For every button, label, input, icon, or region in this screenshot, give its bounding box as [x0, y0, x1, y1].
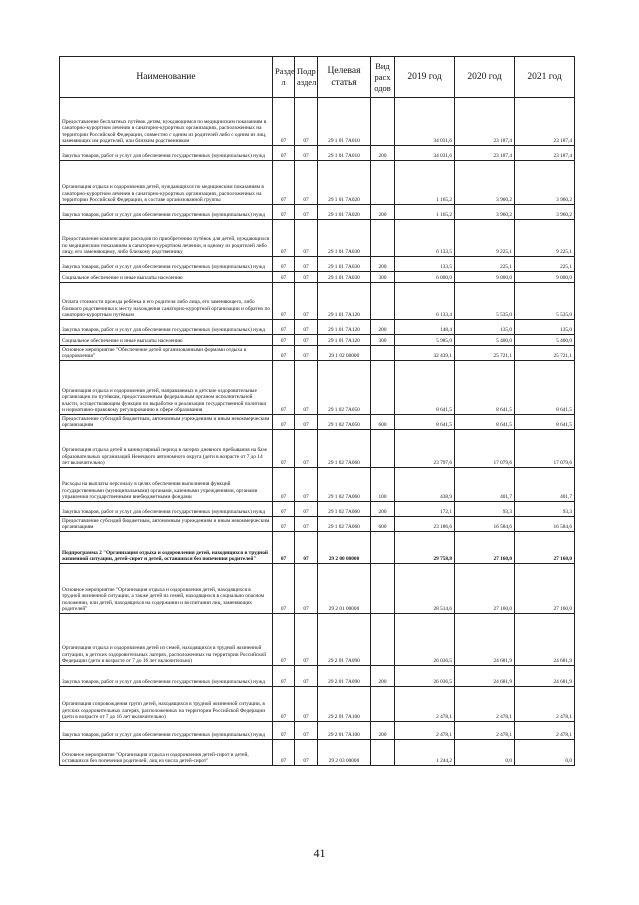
- row-name: Закупка товаров, работ и услуг для обеспечения государственных (муниципальных) нужд: [60, 257, 273, 272]
- row-expense-type: [371, 361, 395, 415]
- row-amount-2021: 2 478,1: [515, 722, 575, 740]
- row-name: Организация сопровождения групп детей, находящихся в трудной жизненной ситуации, в детских оздоровительных лагерях, расположенных на территории Российской Федерации (дети в возрасте от 7 до 16 лет включительно): [60, 687, 273, 722]
- row-razdel: 07: [273, 161, 295, 205]
- row-amount-2019: 34 031,6: [395, 98, 455, 146]
- row-amount-2019: 8 641,5: [395, 415, 455, 430]
- row-razdel: 07: [273, 320, 295, 335]
- row-amount-2021: 9 000,0: [515, 272, 575, 283]
- row-expense-type: [371, 161, 395, 205]
- row-expense-type: 100: [371, 468, 395, 502]
- row-razdel: 07: [273, 146, 295, 161]
- row-target-article: 29 1 01 7А010: [318, 98, 371, 146]
- row-podrazdel: 07: [295, 335, 318, 346]
- row-podrazdel: 07: [295, 346, 318, 361]
- table-row: [60, 361, 575, 415]
- col-header-podrazdel: Подр аздел: [295, 57, 318, 98]
- row-name: Расходы на выплаты персоналу в целях обеспечения выполнения функций государственными (муниципальными) органами, казенными учреждениями, органами управления государственными внебюджетными фондами: [60, 468, 273, 502]
- row-amount-2021: 23 187,4: [515, 98, 575, 146]
- row-razdel: 07: [273, 361, 295, 415]
- row-podrazdel: 07: [295, 272, 318, 283]
- row-razdel: 07: [273, 722, 295, 740]
- row-amount-2019: 23 186,6: [395, 517, 455, 532]
- row-expense-type: [371, 532, 395, 564]
- row-target-article: 29 1 01 7А030: [318, 257, 371, 272]
- row-podrazdel: 07: [295, 361, 318, 415]
- row-amount-2020: 24 681,9: [455, 614, 515, 666]
- budget-table: [59, 56, 575, 766]
- table-row: [60, 687, 575, 722]
- row-name: Основное мероприятие "Организация отдыха и оздоровления детей, находящихся в трудной жизненной ситуации, а также детей из семей, находящихся в социально опасном положении, или детей, находящихся на содержании и воспитании лиц, заменяющих родителей": [60, 564, 273, 614]
- row-name: Основное мероприятие "Обеспечение детей организованными формами отдыха и оздоровления": [60, 346, 273, 361]
- row-name: Закупка товаров, работ и услуг для обеспечения государственных (муниципальных) нужд: [60, 502, 273, 517]
- table-row: [60, 740, 575, 766]
- row-amount-2021: 3 960,2: [515, 161, 575, 205]
- row-razdel: 07: [273, 564, 295, 614]
- row-name: Социальное обеспечение и иные выплаты населению: [60, 272, 273, 283]
- col-header-vid: Вид расх одов: [371, 57, 395, 98]
- row-razdel: 07: [273, 415, 295, 430]
- row-amount-2021: 401,7: [515, 468, 575, 502]
- row-amount-2021: 27 160,0: [515, 564, 575, 614]
- row-amount-2020: 401,7: [455, 468, 515, 502]
- row-target-article: 29 1 02 7А060: [318, 430, 371, 468]
- table-row: [60, 415, 575, 430]
- row-name: Подпрограмма 2 "Организация отдыха и оздоровления детей, находящихся в трудной жизненной ситуации, детей-сирот и детей, оставшихся без попечения родителей": [60, 532, 273, 564]
- row-expense-type: [371, 740, 395, 766]
- row-name: Предоставление субсидий бюджетным, автономным учреждениям и иным некоммерческим организациям: [60, 517, 273, 532]
- row-expense-type: 200: [371, 502, 395, 517]
- row-amount-2020: 17 079,6: [455, 430, 515, 468]
- table-row: [60, 161, 575, 205]
- table-row: [60, 564, 575, 614]
- row-amount-2020: 23 187,4: [455, 146, 515, 161]
- row-target-article: 29 1 01 7А120: [318, 283, 371, 320]
- table-body: [60, 98, 575, 766]
- row-amount-2020: 8 641,5: [455, 415, 515, 430]
- row-razdel: 07: [273, 257, 295, 272]
- row-expense-type: [371, 564, 395, 614]
- row-expense-type: 200: [371, 205, 395, 220]
- row-amount-2019: 172,1: [395, 502, 455, 517]
- row-amount-2020: 225,1: [455, 257, 515, 272]
- row-name: Закупка товаров, работ и услуг для обеспечения государственных (муниципальных) нужд: [60, 146, 273, 161]
- row-podrazdel: 07: [295, 687, 318, 722]
- row-amount-2021: 27 160,0: [515, 532, 575, 564]
- row-amount-2021: 0,0: [515, 740, 575, 766]
- row-podrazdel: 07: [295, 161, 318, 205]
- budget-table-page: [59, 56, 574, 766]
- row-podrazdel: 07: [295, 502, 318, 517]
- row-expense-type: [371, 430, 395, 468]
- table-row: [60, 98, 575, 146]
- row-expense-type: 600: [371, 517, 395, 532]
- row-amount-2021: 8 641,5: [515, 415, 575, 430]
- table-row: [60, 468, 575, 502]
- col-header-name: Наименование: [60, 57, 273, 98]
- row-razdel: 07: [273, 740, 295, 766]
- row-amount-2020: 24 681,9: [455, 666, 515, 687]
- col-header-razdel: Разде л: [273, 57, 295, 98]
- row-target-article: 29 1 02 7А060: [318, 502, 371, 517]
- row-razdel: 07: [273, 346, 295, 361]
- row-amount-2020: 5 535,0: [455, 283, 515, 320]
- row-razdel: 07: [273, 335, 295, 346]
- row-podrazdel: 07: [295, 257, 318, 272]
- row-name: Закупка товаров, работ и услуг для обеспечения государственных (муниципальных) нужд: [60, 666, 273, 687]
- row-podrazdel: 07: [295, 740, 318, 766]
- table-row: [60, 532, 575, 564]
- row-amount-2021: 9 225,1: [515, 220, 575, 257]
- row-razdel: 07: [273, 502, 295, 517]
- row-target-article: 29 1 01 7А030: [318, 272, 371, 283]
- row-amount-2019: 8 641,5: [395, 361, 455, 415]
- row-name: Организация отдыха и оздоровления детей, направляемых в детские оздоровительные организации по путёвкам, предоставленным федеральным органом исполнительной власти, осуществляющим функции по выработке и реализации государственной политики и нормативно-правовому регулированию в сфере образования: [60, 361, 273, 415]
- row-target-article: 29 2 01 7А100: [318, 722, 371, 740]
- row-name: Предоставление субсидий бюджетным, автономным учреждениям и иным некоммерческим организациям: [60, 415, 273, 430]
- row-amount-2021: 24 681,9: [515, 614, 575, 666]
- row-name: Организация отдыха и оздоровления детей из семей, находящихся в трудной жизненной ситуации, в детских оздоровительных лагерях, расположенных на территории Российской Федерации (дети в возрасте от 7 до 16 лет включительно): [60, 614, 273, 666]
- row-target-article: 29 1 02 7А060: [318, 468, 371, 502]
- row-target-article: 29 2 01 7А090: [318, 666, 371, 687]
- table-row: [60, 502, 575, 517]
- row-target-article: 29 1 01 7А120: [318, 320, 371, 335]
- row-target-article: 29 1 01 7А010: [318, 146, 371, 161]
- row-amount-2021: 23 187,4: [515, 146, 575, 161]
- row-amount-2019: 133,5: [395, 257, 455, 272]
- table-row: [60, 614, 575, 666]
- row-podrazdel: 07: [295, 666, 318, 687]
- row-podrazdel: 07: [295, 517, 318, 532]
- row-expense-type: 200: [371, 320, 395, 335]
- col-header-2020: 2020 год: [455, 57, 515, 98]
- row-amount-2020: 5 400,0: [455, 335, 515, 346]
- row-target-article: 29 1 01 7А020: [318, 161, 371, 205]
- row-podrazdel: 07: [295, 98, 318, 146]
- row-amount-2019: 28 514,6: [395, 564, 455, 614]
- row-amount-2020: 93,3: [455, 502, 515, 517]
- row-amount-2020: 2 478,1: [455, 687, 515, 722]
- row-amount-2021: 225,1: [515, 257, 575, 272]
- row-amount-2020: 0,0: [455, 740, 515, 766]
- row-target-article: 29 1 01 7А020: [318, 205, 371, 220]
- row-target-article: 29 1 01 7А120: [318, 335, 371, 346]
- row-expense-type: 300: [371, 272, 395, 283]
- row-name: Организация отдыха и оздоровления детей, нуждающихся по медицинским показаниям в санаторно-курортном лечении в санаторно-курортных организациях, расположенных на территории Российской Федерации, в составе организованной группы: [60, 161, 273, 205]
- row-name: Предоставление компенсации расходов по приобретению путёвок для детей, нуждающихся по медицинским показаниям в санаторно-курортном лечении, и одному из родителей либо лицу, его заменяющему, либо близкому родственнику: [60, 220, 273, 257]
- row-amount-2019: 1 165,2: [395, 205, 455, 220]
- table-row: [60, 666, 575, 687]
- row-expense-type: 200: [371, 666, 395, 687]
- row-razdel: 07: [273, 468, 295, 502]
- row-amount-2019: 26 036,5: [395, 666, 455, 687]
- row-podrazdel: 07: [295, 614, 318, 666]
- row-expense-type: 600: [371, 415, 395, 430]
- row-amount-2020: 135,0: [455, 320, 515, 335]
- row-amount-2021: 25 721,1: [515, 346, 575, 361]
- row-target-article: 29 2 01 00000: [318, 564, 371, 614]
- row-razdel: 07: [273, 283, 295, 320]
- row-amount-2021: 24 681,9: [515, 666, 575, 687]
- table-row: [60, 722, 575, 740]
- row-podrazdel: 07: [295, 220, 318, 257]
- row-amount-2020: 16 584,6: [455, 517, 515, 532]
- row-amount-2020: 27 160,0: [455, 564, 515, 614]
- table-row: [60, 146, 575, 161]
- row-expense-type: [371, 346, 395, 361]
- row-razdel: 07: [273, 430, 295, 468]
- row-expense-type: [371, 98, 395, 146]
- row-amount-2019: 34 031,6: [395, 146, 455, 161]
- row-amount-2019: 2 478,1: [395, 722, 455, 740]
- row-expense-type: 200: [371, 722, 395, 740]
- col-header-2021: 2021 год: [515, 57, 575, 98]
- row-podrazdel: 07: [295, 430, 318, 468]
- table-row: [60, 283, 575, 320]
- row-target-article: 29 1 02 7А050: [318, 361, 371, 415]
- row-target-article: 29 1 02 00000: [318, 346, 371, 361]
- table-row: [60, 517, 575, 532]
- row-target-article: 29 1 01 7А030: [318, 220, 371, 257]
- row-amount-2019: 6 133,5: [395, 220, 455, 257]
- row-expense-type: [371, 614, 395, 666]
- row-name: Социальное обеспечение и иные выплаты населению: [60, 335, 273, 346]
- table-row: [60, 205, 575, 220]
- row-amount-2019: 1 165,2: [395, 161, 455, 205]
- row-target-article: 29 1 02 7А060: [318, 517, 371, 532]
- row-target-article: 29 1 02 7А050: [318, 415, 371, 430]
- row-amount-2019: 438,9: [395, 468, 455, 502]
- row-podrazdel: 07: [295, 564, 318, 614]
- col-header-target: Целевая статья: [318, 57, 371, 98]
- row-expense-type: [371, 283, 395, 320]
- row-razdel: 07: [273, 98, 295, 146]
- row-target-article: 29 2 01 7А090: [318, 614, 371, 666]
- row-expense-type: 300: [371, 335, 395, 346]
- row-amount-2020: 23 187,4: [455, 98, 515, 146]
- row-podrazdel: 07: [295, 415, 318, 430]
- row-name: Закупка товаров, работ и услуг для обеспечения государственных (муниципальных) нужд: [60, 722, 273, 740]
- row-razdel: 07: [273, 205, 295, 220]
- row-amount-2021: 3 960,2: [515, 205, 575, 220]
- row-podrazdel: 07: [295, 468, 318, 502]
- row-amount-2020: 3 960,2: [455, 161, 515, 205]
- row-expense-type: [371, 220, 395, 257]
- row-amount-2021: 17 079,6: [515, 430, 575, 468]
- table-row: [60, 335, 575, 346]
- row-name: Оплата стоимости проезда ребёнка и его родителя либо лица, его заменяющего, либо близкого родственника к месту нахождения санаторно-курортной организации и обратно по санаторно-курортным путёвкам: [60, 283, 273, 320]
- row-expense-type: 200: [371, 257, 395, 272]
- row-podrazdel: 07: [295, 146, 318, 161]
- row-razdel: 07: [273, 687, 295, 722]
- row-expense-type: 200: [371, 146, 395, 161]
- row-amount-2021: 5 400,0: [515, 335, 575, 346]
- row-amount-2021: 16 584,6: [515, 517, 575, 532]
- table-row: [60, 346, 575, 361]
- row-amount-2021: 5 535,0: [515, 283, 575, 320]
- row-razdel: 07: [273, 272, 295, 283]
- row-name: Основное мероприятие "Организация отдыха и оздоровления детей-сирот и детей, оставшихся без попечения родителей, лиц из числа детей-сирот": [60, 740, 273, 766]
- row-amount-2019: 23 797,6: [395, 430, 455, 468]
- row-amount-2019: 26 036,5: [395, 614, 455, 666]
- row-razdel: 07: [273, 517, 295, 532]
- row-amount-2019: 6 133,4: [395, 283, 455, 320]
- row-amount-2019: 29 758,8: [395, 532, 455, 564]
- row-amount-2021: 8 641,5: [515, 361, 575, 415]
- row-amount-2019: 1 244,2: [395, 740, 455, 766]
- row-amount-2020: 8 641,5: [455, 361, 515, 415]
- row-podrazdel: 07: [295, 283, 318, 320]
- row-amount-2021: 93,3: [515, 502, 575, 517]
- row-name: Предоставление бесплатных путёвок детям, нуждающимся по медицинским показаниям в санаторно-курортном лечении в санаторно-курортных организациях, расположенных на территории Российской Федерации, совместно с одним из родителей либо с одним из лиц, заменяющих им родителей, или близким родственником: [60, 98, 273, 146]
- row-razdel: 07: [273, 666, 295, 687]
- table-row: [60, 320, 575, 335]
- row-razdel: 07: [273, 220, 295, 257]
- page-number: 41: [313, 846, 326, 860]
- row-podrazdel: 07: [295, 320, 318, 335]
- row-name: Организация отдыха детей в каникулярный период в лагерях дневного пребывания на базе образовательных организаций Ненецкого автономного округа (дети в возрасте от 7 до 14 лет включительно): [60, 430, 273, 468]
- row-podrazdel: 07: [295, 205, 318, 220]
- row-podrazdel: 07: [295, 532, 318, 564]
- row-amount-2021: 135,0: [515, 320, 575, 335]
- row-razdel: 07: [273, 614, 295, 666]
- table-header-row: [60, 57, 575, 98]
- col-header-2019: 2019 год: [395, 57, 455, 98]
- row-expense-type: [371, 687, 395, 722]
- table-row: [60, 272, 575, 283]
- row-amount-2019: 2 478,1: [395, 687, 455, 722]
- row-amount-2020: 25 721,1: [455, 346, 515, 361]
- row-podrazdel: 07: [295, 722, 318, 740]
- row-target-article: 29 2 03 00000: [318, 740, 371, 766]
- row-amount-2020: 2 478,1: [455, 722, 515, 740]
- table-row: [60, 220, 575, 257]
- row-amount-2020: 9 225,1: [455, 220, 515, 257]
- row-amount-2020: 27 160,0: [455, 532, 515, 564]
- row-amount-2020: 3 960,2: [455, 205, 515, 220]
- row-target-article: 29 2 00 00000: [318, 532, 371, 564]
- row-amount-2019: 6 000,0: [395, 272, 455, 283]
- table-row: [60, 430, 575, 468]
- row-razdel: 07: [273, 532, 295, 564]
- row-name: Закупка товаров, работ и услуг для обеспечения государственных (муниципальных) нужд: [60, 205, 273, 220]
- row-amount-2019: 32 439,1: [395, 346, 455, 361]
- row-amount-2021: 2 478,1: [515, 687, 575, 722]
- row-amount-2019: 5 985,0: [395, 335, 455, 346]
- row-target-article: 29 2 01 7А100: [318, 687, 371, 722]
- row-name: Закупка товаров, работ и услуг для обеспечения государственных (муниципальных) нужд: [60, 320, 273, 335]
- row-amount-2019: 148,4: [395, 320, 455, 335]
- table-row: [60, 257, 575, 272]
- row-amount-2020: 9 000,0: [455, 272, 515, 283]
